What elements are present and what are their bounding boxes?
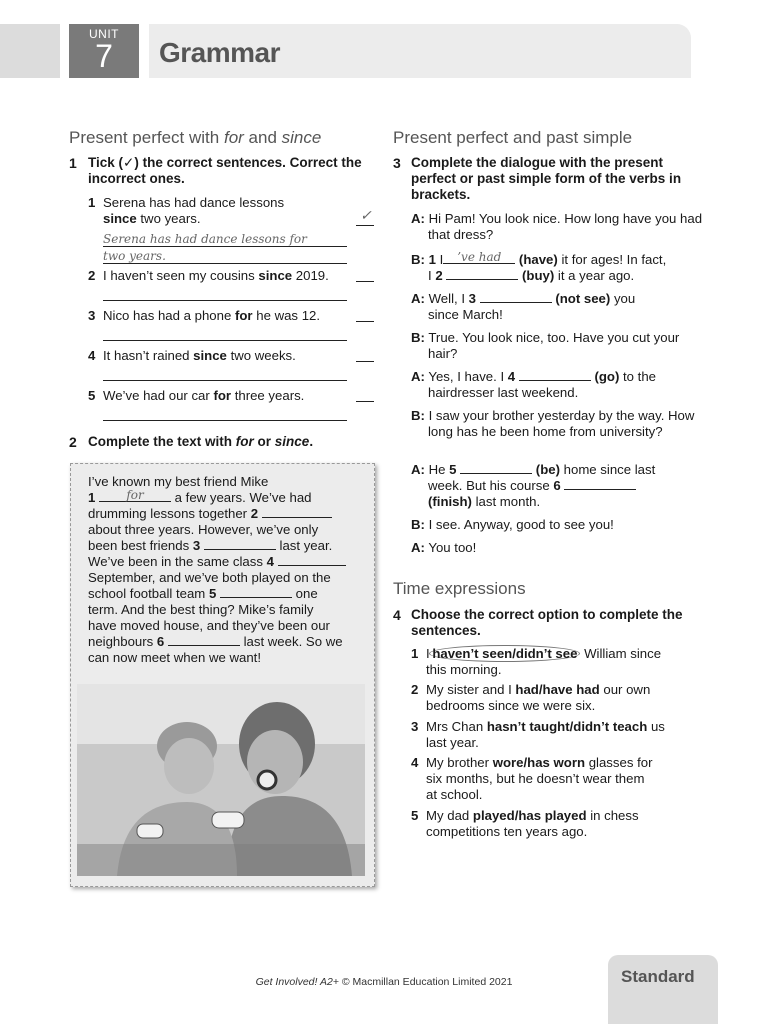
exercise-4-number: 4 <box>393 607 401 623</box>
dialogue-text: since March! <box>428 307 503 322</box>
dialogue-text: I <box>435 252 444 267</box>
item-text: three years. <box>231 388 305 403</box>
item-text: I <box>426 646 434 661</box>
speaker-b: B: <box>411 252 425 267</box>
footer-copyright-text: © Macmillan Education Limited 2021 <box>338 976 513 988</box>
item-number: 2 <box>411 682 419 697</box>
section-title-part: and <box>243 128 282 147</box>
answer-line-2[interactable] <box>103 300 347 301</box>
instruction-for: for <box>235 434 254 449</box>
gap-number: 2 <box>250 506 259 521</box>
text-line: been best friends <box>88 538 193 553</box>
gap-number: 1 <box>428 252 436 267</box>
gap-number: 5 <box>208 586 217 601</box>
verb-hint: (go) <box>590 369 620 384</box>
section-title-part: Present perfect with <box>69 128 224 147</box>
exercise-3-instruction: Complete the dialogue with the present perfect or past simple form of the verbs in brackets. <box>411 155 682 202</box>
answer-line-3[interactable] <box>103 340 347 341</box>
dialogue-line-a4 <box>411 462 711 510</box>
answer-line-1a[interactable] <box>103 246 347 247</box>
text-line: September, and we’ve both played on the <box>88 570 331 585</box>
speaker-a: A: <box>411 462 425 477</box>
dialogue-gap-1[interactable] <box>443 252 515 264</box>
exercise-4-item-4 <box>411 755 701 803</box>
item-text: he was 12. <box>252 308 321 323</box>
item-text: this morning. <box>426 662 502 677</box>
dialogue-line-b1 <box>411 252 711 284</box>
dialogue-text: hairdresser last weekend. <box>428 385 579 400</box>
dialogue-line-b4 <box>411 517 711 533</box>
text-line: have moved house, and they’ve been our <box>88 618 330 633</box>
item-keyword: since <box>103 211 137 226</box>
gap-1[interactable] <box>99 490 171 502</box>
dialogue-text: week. But his course <box>428 478 554 493</box>
item-text: My brother <box>426 755 493 770</box>
tick-box-2[interactable] <box>356 281 374 282</box>
dialogue-text: True. You look nice, too. Have you cut your hair? <box>428 330 680 361</box>
item-text: My sister and I <box>426 682 516 697</box>
unit-badge <box>69 24 139 78</box>
item-text: last year. <box>426 735 479 750</box>
gap-2[interactable] <box>262 506 332 518</box>
unit-label: UNIT <box>89 27 119 41</box>
text-line: about three years. However, we’ve only <box>88 522 319 537</box>
photo-boys-playing-video-games <box>77 684 365 876</box>
dialogue-gap-6[interactable] <box>564 478 636 490</box>
gap-number: 3 <box>192 538 201 553</box>
section-title-present-perfect-past-simple: Present perfect and past simple <box>393 128 633 147</box>
gap-number: 4 <box>507 369 516 384</box>
dialogue-line-a3 <box>411 369 711 401</box>
text-line: I’ve known my best friend Mike <box>88 474 269 489</box>
item-text: six months, but he doesn’t wear them <box>426 771 645 786</box>
exercise-4-item-5 <box>411 808 701 840</box>
item-text: William since <box>580 646 662 661</box>
item-keyword: for <box>213 388 232 403</box>
gap-number: 1 <box>88 490 96 505</box>
speaker-a: A: <box>411 211 425 226</box>
text-line: one <box>291 586 318 601</box>
dialogue-text: home since last <box>559 462 656 477</box>
item-number: 1 <box>411 646 419 661</box>
exercise-4-instruction: Choose the correct option to complete the sentences. <box>411 607 683 638</box>
dialogue-text: I <box>428 268 436 283</box>
speaker-b: B: <box>411 330 425 345</box>
exercise-4-item-1 <box>411 646 701 678</box>
dialogue-gap-4[interactable] <box>519 369 591 381</box>
exercise-4-item-2 <box>411 682 701 714</box>
item-text: 2019. <box>292 268 329 283</box>
verb-hint: (buy) <box>518 268 555 283</box>
item-number: 4 <box>88 348 96 363</box>
tick-box-3[interactable] <box>356 321 374 322</box>
dialogue-text: you <box>610 291 636 306</box>
level-tab <box>608 955 718 1024</box>
item-text: our own <box>599 682 651 697</box>
dialogue-text: You too! <box>428 540 477 555</box>
gap-number: 6 <box>553 478 561 493</box>
item-options[interactable]: wore/has worn <box>492 755 586 770</box>
answer-text-1a: Serena has had dance lessons for <box>103 232 307 246</box>
speaker-a: A: <box>411 291 425 306</box>
item-text: I haven’t seen my cousins <box>103 268 259 283</box>
title-bar <box>149 24 691 78</box>
text-line: last week. So we <box>239 634 343 649</box>
item-text: Nico has had a phone <box>103 308 235 323</box>
item-text: competitions ten years ago. <box>426 824 588 839</box>
item-text: two years. <box>136 211 201 226</box>
item-text: Serena has had dance lessons <box>103 195 285 210</box>
exercise-1-item-5 <box>88 388 304 404</box>
speaker-a: A: <box>411 540 425 555</box>
instruction-text: Complete the text with <box>88 434 236 449</box>
text-line: school football team <box>88 586 209 601</box>
unit-number: 7 <box>95 38 113 74</box>
answer-line-4[interactable] <box>103 380 347 381</box>
item-text: us <box>647 719 665 734</box>
gap-number: 2 <box>435 268 443 283</box>
gap-number: 4 <box>266 554 274 569</box>
text-line: We’ve been in the same class <box>88 554 267 569</box>
gap-number: 6 <box>156 634 165 649</box>
text-line: term. And the best thing? Mike’s family <box>88 602 314 617</box>
item-number: 5 <box>88 388 96 403</box>
gap-5[interactable] <box>220 586 292 598</box>
item-keyword: for <box>234 308 253 323</box>
item-keyword: since <box>193 348 227 363</box>
item-number: 2 <box>88 268 96 283</box>
verb-hint: (not see) <box>551 291 611 306</box>
item-number: 1 <box>88 195 96 210</box>
item-options[interactable]: played/has played <box>472 808 587 823</box>
page-title: Grammar <box>159 37 281 68</box>
dialogue-gap-5[interactable] <box>460 462 532 474</box>
dialogue-gap-2[interactable] <box>446 268 518 280</box>
item-number: 5 <box>411 808 419 823</box>
answer-line-1b[interactable] <box>103 263 347 264</box>
gap-4[interactable] <box>278 554 346 566</box>
section-title-time-expressions: Time expressions <box>393 579 526 598</box>
dialogue-text: Well, I <box>428 291 469 306</box>
exercise-1-item-3 <box>88 308 320 324</box>
section-title-since: since <box>281 128 322 147</box>
item-text: at school. <box>426 787 483 802</box>
exercise-1-item-4 <box>88 348 296 364</box>
footer-book-title: Get Involved! A2+ <box>255 976 339 988</box>
speaker-b: B: <box>411 408 425 423</box>
tick-box-4[interactable] <box>356 361 374 362</box>
dialogue-gap-3[interactable] <box>480 291 552 303</box>
exercise-2-instruction <box>88 434 313 450</box>
item-text: My dad <box>426 808 473 823</box>
photo-illustration <box>77 684 365 876</box>
item-number: 4 <box>411 755 419 770</box>
verb-hint: (finish) <box>428 494 472 509</box>
dialogue-text: it for ages! In fact, <box>557 252 667 267</box>
tick-box-1[interactable] <box>356 225 374 226</box>
exercise-1-number: 1 <box>69 155 77 171</box>
item-text: Mrs Chan <box>426 719 487 734</box>
dialogue-text: Yes, I have. I <box>428 369 508 384</box>
instruction-since: since <box>274 434 310 449</box>
answer-text-1b: two years. <box>103 249 166 263</box>
header-side-tab <box>0 24 60 78</box>
dialogue-text: last month. <box>471 494 541 509</box>
item-options[interactable]: had/have had <box>515 682 600 697</box>
item-number: 3 <box>411 719 419 734</box>
section-title-for: for <box>223 128 244 147</box>
tick-mark: ✓ <box>360 208 372 224</box>
speaker-b: B: <box>411 517 425 532</box>
exercise-2-text <box>88 474 368 666</box>
item-text: We’ve had our car <box>103 388 214 403</box>
dialogue-text: to the <box>619 369 657 384</box>
answer-line-5[interactable] <box>103 420 347 421</box>
gap-1-answer: for <box>126 488 144 502</box>
item-options[interactable]: hasn’t taught/didn’t teach <box>486 719 648 734</box>
dialogue-text: I see. Anyway, good to see you! <box>428 517 614 532</box>
gap-3[interactable] <box>204 538 276 550</box>
exercise-1-instruction: Tick (✓) the correct sentences. Correct the incorrect ones. <box>88 155 362 186</box>
exercise-1-item-2 <box>88 268 329 284</box>
verb-hint: (have) <box>515 252 558 267</box>
instruction-text: . <box>309 434 314 449</box>
dialogue-text: it a year ago. <box>554 268 635 283</box>
dialogue-text: I saw your brother yesterday by the way. How long has he been home from university? <box>428 408 695 439</box>
dialogue-line-b3 <box>411 408 711 440</box>
text-line: drumming lessons together <box>88 506 251 521</box>
text-line: neighbours <box>88 634 157 649</box>
dialogue-line-a2 <box>411 291 711 323</box>
exercise-2-number: 2 <box>69 434 77 450</box>
text-line: a few years. We’ve had <box>171 490 312 505</box>
item-text: in chess <box>586 808 639 823</box>
dialogue-line-a1 <box>411 211 711 243</box>
item-text: two weeks. <box>226 348 296 363</box>
dialogue-line-a5 <box>411 540 711 556</box>
exercise-3-number: 3 <box>393 155 401 171</box>
gap-number: 3 <box>468 291 476 306</box>
item-number: 3 <box>88 308 96 323</box>
dialogue-gap-1-answer: ’ve had <box>457 250 502 264</box>
tick-box-5[interactable] <box>356 401 374 402</box>
item-text: It hasn’t rained <box>103 348 194 363</box>
item-options[interactable]: haven’t seen/didn’t see <box>429 645 580 662</box>
item-keyword: since <box>258 268 293 283</box>
dialogue-text: He <box>428 462 450 477</box>
exercise-4-item-3 <box>411 719 701 751</box>
speaker-a: A: <box>411 369 425 384</box>
section-title-present-perfect-for-since <box>69 128 321 148</box>
gap-number: 5 <box>449 462 457 477</box>
exercise-1-item-1 <box>88 195 348 227</box>
item-text: glasses for <box>585 755 653 770</box>
instruction-text: or <box>253 434 275 449</box>
dialogue-line-b2 <box>411 330 711 362</box>
text-line: can now meet when we want! <box>88 650 261 665</box>
item-text: bedrooms since we were six. <box>426 698 596 713</box>
gap-6[interactable] <box>168 634 240 646</box>
dialogue-text: Hi Pam! You look nice. How long have you had that dress? <box>428 211 703 242</box>
verb-hint: (be) <box>532 462 560 477</box>
level-label: Standard <box>621 967 695 986</box>
text-line: last year. <box>275 538 333 553</box>
